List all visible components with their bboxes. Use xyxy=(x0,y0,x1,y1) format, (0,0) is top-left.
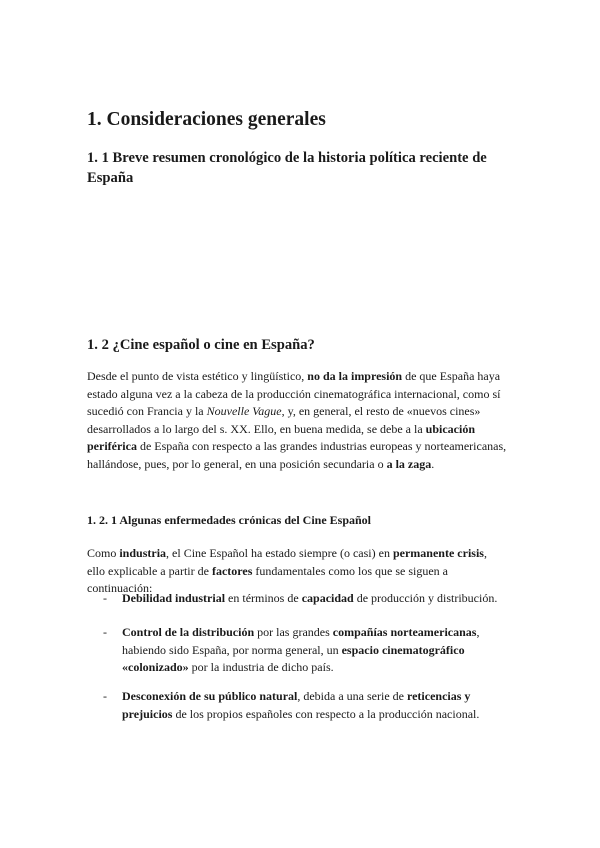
subsection-heading-1-2-1: 1. 2. 1 Algunas enfermedades crónicas del Cine Español xyxy=(87,513,372,527)
text-run: Como xyxy=(87,546,120,560)
bold-run: a la zaga xyxy=(386,456,432,471)
text-run: en términos de xyxy=(225,591,302,605)
list-item-text xyxy=(122,590,507,608)
list-dash: - xyxy=(103,689,107,703)
text-run: . xyxy=(431,456,435,471)
italic-run: Nouvelle Vague xyxy=(206,404,282,419)
bold-run: industria xyxy=(119,546,167,560)
text-run: , y, en general, el resto de «nuevos cines» desarrollados a lo largo del s. XX. Ello, en buena medida, se debe a la xyxy=(87,404,481,436)
text-run: de producción y distribución. xyxy=(353,591,498,605)
text-run: , debida a una serie de xyxy=(297,689,407,703)
bold-run: compañías norteamericanas xyxy=(332,625,477,639)
text-run: , habiendo sido España, por norma general, un xyxy=(122,625,480,657)
bold-run: factores xyxy=(211,563,253,578)
text-run: de los propios españoles con respecto a la producción nacional. xyxy=(172,706,480,721)
bold-run: reticencias y prejuicios xyxy=(122,689,471,721)
text-run: de España con respecto a las grandes industrias europeas y norteamericanas, hallándose, pues, por lo general, en una posición secundaria o xyxy=(87,439,507,471)
bold-run: Desconexión de su público natural xyxy=(122,689,298,703)
bold-run: espacio cinematográfico «colonizado» xyxy=(122,642,465,675)
text-run: de que España haya estado alguna vez a la cabeza de la producción cinematográfica internacional, como sí sucedió con Francia y la xyxy=(87,369,501,419)
paragraph-cine-espanol xyxy=(87,368,507,474)
bold-run: no da la impresión xyxy=(307,369,403,383)
bold-run: Control de la distribución xyxy=(122,625,255,639)
text-run: Desde el punto de vista estético y lingüístico, xyxy=(87,369,308,383)
text-run: , ello explicable a partir de xyxy=(87,546,487,578)
list-dash: - xyxy=(103,591,107,605)
bold-run: permanente crisis xyxy=(392,546,484,560)
text-run: , el Cine Español ha estado siempre (o casi) en xyxy=(166,546,393,560)
section-heading-1-1: 1. 1 Breve resumen cronológico de la historia política reciente de España xyxy=(87,150,487,186)
section-heading-1-2: 1. 2 ¿Cine español o cine en España? xyxy=(87,337,315,353)
bold-run: ubicación periférica xyxy=(87,421,476,454)
list-item-text xyxy=(122,688,507,723)
bold-run: Debilidad industrial xyxy=(122,591,226,605)
text-run: por las grandes xyxy=(254,625,333,639)
list-item-text xyxy=(122,624,507,677)
chapter-heading: 1. Consideraciones generales xyxy=(87,109,326,130)
bold-run: capacidad xyxy=(301,591,354,605)
text-run: por la industria de dicho país. xyxy=(188,660,334,675)
list-dash: - xyxy=(103,625,107,639)
text-run: fundamentales como los que se siguen a continuación: xyxy=(87,563,449,596)
